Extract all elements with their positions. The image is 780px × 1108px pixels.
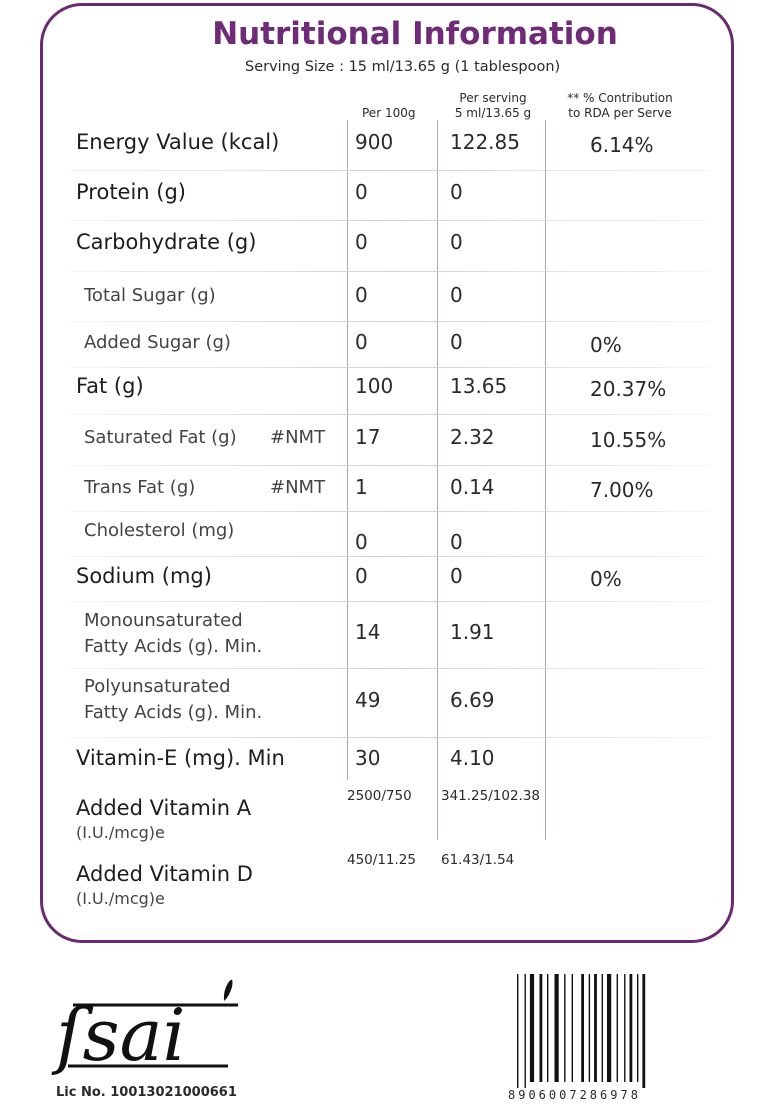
barcode-bar (555, 974, 559, 1082)
header-per-serving-line1: Per serving (459, 91, 527, 105)
svg-text:ſsai: ſsai (56, 993, 186, 1075)
value-per-100g: 0 (355, 564, 368, 588)
row-label-line2: Fatty Acids (g). Min. (84, 702, 263, 723)
row-label-line2: (I.U./mcg)e (76, 823, 165, 842)
value-rda: 20.37% (590, 377, 667, 401)
value-per-serving: 0 (450, 180, 463, 204)
value-per-100g: 2500/750 (347, 788, 412, 804)
value-per-serving: 1.91 (450, 620, 495, 644)
value-per-100g: 49 (355, 688, 381, 712)
value-per-serving: 0 (450, 283, 463, 307)
barcode-bar (525, 974, 526, 1088)
header-rda-line1: ** % Contribution (567, 91, 673, 105)
row-label: Added Vitamin A (76, 796, 252, 820)
value-per-100g: 0 (355, 283, 368, 307)
value-per-100g: 1 (355, 475, 368, 499)
nmt-note: #NMT (270, 477, 326, 498)
panel-title: Nutritional Information (212, 16, 618, 52)
row-label: Polyunsaturated (84, 676, 231, 697)
row-divider (70, 271, 710, 272)
value-per-serving: 0 (450, 230, 463, 254)
value-per-serving: 13.65 (450, 374, 508, 398)
row-divider (70, 367, 710, 368)
value-per-100g: 900 (355, 130, 394, 154)
value-per-100g: 30 (355, 746, 381, 770)
column-divider (437, 120, 438, 840)
barcode-bar (637, 974, 638, 1082)
header-per-serving-line2: 5 ml/13.65 g (454, 106, 532, 120)
row-label: Total Sugar (g) (84, 285, 216, 306)
header-rda (555, 91, 685, 121)
barcode-bar (581, 974, 584, 1082)
row-divider (70, 170, 710, 171)
value-per-serving: 122.85 (450, 130, 520, 154)
value-rda: 0% (590, 567, 622, 591)
value-per-serving: 341.25/102.38 (441, 788, 541, 804)
row-label: Carbohydrate (g) (76, 230, 257, 254)
barcode-bar (572, 974, 573, 1082)
value-rda: 6.14% (590, 133, 654, 157)
row-label: Sodium (mg) (76, 564, 212, 588)
row-label: Monounsaturated (84, 610, 243, 631)
barcode-bar (530, 974, 534, 1082)
value-per-100g: 0 (355, 230, 368, 254)
fssai-logo (48, 975, 248, 1075)
serving-size: Serving Size : 15 ml/13.65 g (1 tablespoon) (245, 59, 561, 75)
barcode-bar (517, 974, 518, 1088)
row-label: Saturated Fat (g) (84, 427, 237, 448)
header-rda-line2: to RDA per Serve (568, 106, 672, 120)
row-divider (70, 601, 710, 602)
nmt-note: #NMT (270, 427, 326, 448)
value-per-100g: 0 (355, 180, 368, 204)
row-divider (70, 465, 710, 466)
barcode-bar (540, 974, 543, 1082)
row-divider (70, 668, 710, 669)
barcode (515, 970, 675, 1088)
value-per-serving: 0 (450, 530, 463, 554)
row-divider (70, 414, 710, 415)
value-per-100g: 450/11.25 (347, 852, 416, 868)
barcode-bar (589, 974, 590, 1082)
value-per-100g: 17 (355, 425, 381, 449)
barcode-bar (564, 974, 565, 1082)
barcode-bar (630, 974, 633, 1082)
header-per-100g: Per 100g (362, 106, 416, 120)
barcode-bar (602, 974, 603, 1082)
barcode-bar (607, 974, 611, 1082)
row-divider (70, 556, 710, 557)
row-label: Energy Value (kcal) (76, 130, 280, 154)
value-per-serving: 0.14 (450, 475, 495, 499)
row-divider (70, 321, 710, 322)
barcode-bar (642, 974, 645, 1088)
value-per-serving: 61.43/1.54 (441, 852, 515, 868)
row-label: Protein (g) (76, 180, 187, 204)
row-divider (70, 220, 710, 221)
value-per-100g: 0 (355, 530, 368, 554)
value-rda: 7.00% (590, 478, 654, 502)
header-per-serving (448, 91, 538, 121)
barcode-bar (617, 974, 618, 1082)
row-label: Fat (g) (76, 374, 144, 398)
value-per-serving: 2.32 (450, 425, 495, 449)
value-rda: 0% (590, 333, 622, 357)
value-per-100g: 14 (355, 620, 381, 644)
barcode-bar (624, 974, 625, 1082)
barcode-bar (547, 974, 548, 1082)
value-per-100g: 100 (355, 374, 394, 398)
row-label-line2: Fatty Acids (g). Min. (84, 636, 263, 657)
column-divider (545, 120, 546, 840)
row-divider (70, 511, 710, 512)
value-rda: 10.55% (590, 428, 667, 452)
row-label-line2: (I.U./mcg)e (76, 889, 165, 908)
barcode-bar (594, 974, 597, 1082)
row-label: Added Vitamin D (76, 862, 253, 886)
row-label: Added Sugar (g) (84, 332, 231, 353)
value-per-100g: 0 (355, 330, 368, 354)
row-label: Trans Fat (g) (84, 477, 196, 498)
value-per-serving: 0 (450, 330, 463, 354)
barcode-number: 8906007286978 (508, 1088, 641, 1102)
value-per-serving: 4.10 (450, 746, 495, 770)
value-per-serving: 0 (450, 564, 463, 588)
row-label: Cholesterol (mg) (84, 520, 235, 541)
row-label: Vitamin-E (mg). Min (76, 746, 285, 770)
row-divider (70, 737, 710, 738)
license-number: Lic No. 10013021000661 (56, 1085, 237, 1100)
value-per-serving: 6.69 (450, 688, 495, 712)
